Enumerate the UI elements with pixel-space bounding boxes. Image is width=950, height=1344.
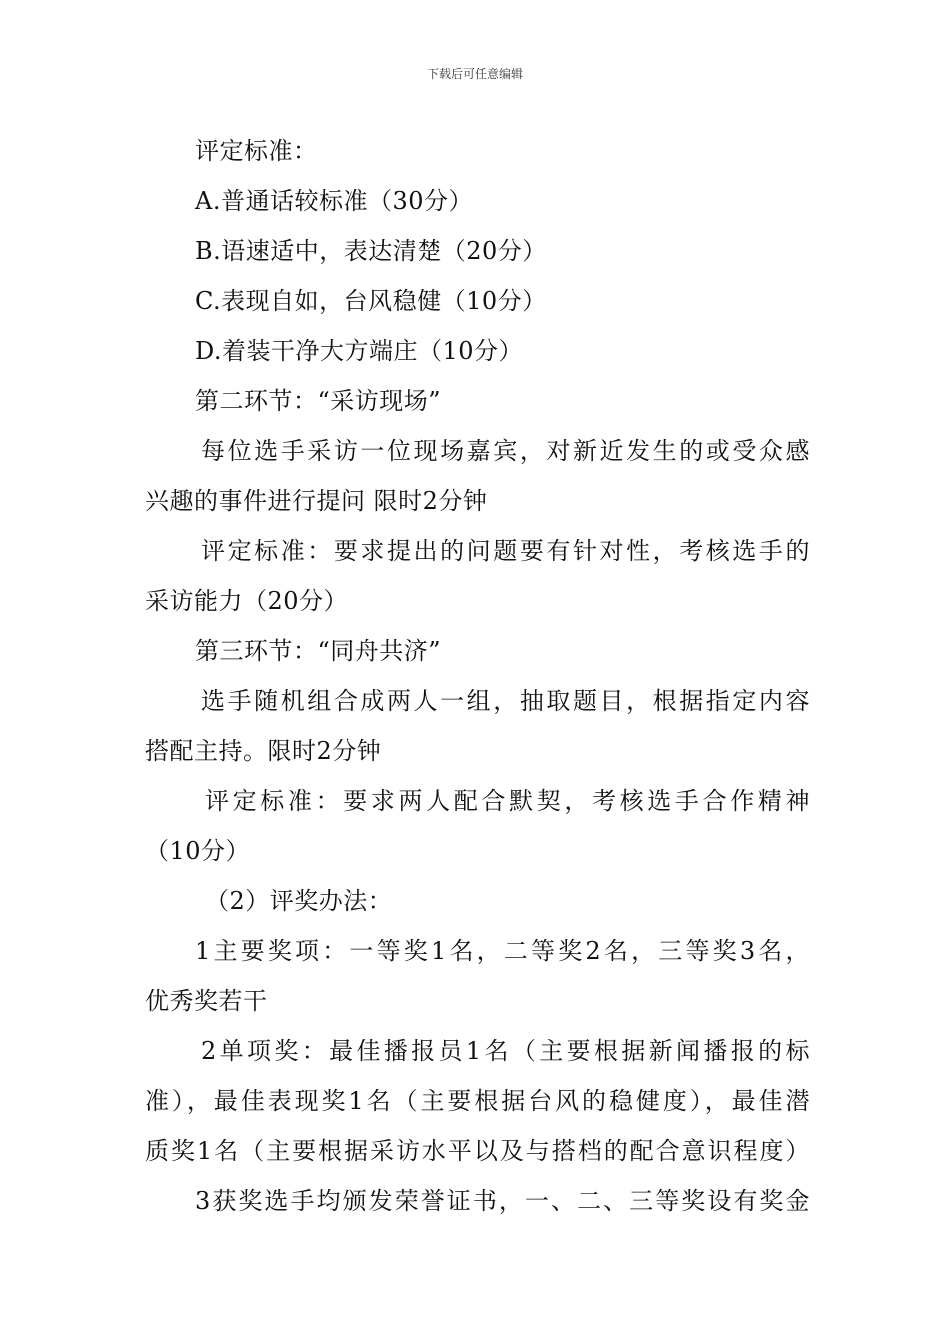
paragraph-line: 选手随机组合成两人一组，抽取题目，根据指定内容 [201,687,810,715]
paragraph-line: （10分） [145,837,251,865]
paragraph-line: 评定标准：要求两人配合默契，考核选手合作精神 [205,787,810,815]
paragraph-line: 采访能力（20分） [145,587,349,615]
paragraph-line: 准），最佳表现奖1名（主要根据台风的稳健度），最佳潜 [145,1087,810,1115]
paragraph-line: 搭配主持。限时2分钟 [145,737,382,765]
paragraph-line: 每位选手采访一位现场嘉宾，对新近发生的或受众感 [201,437,810,465]
paragraph-line: 2单项奖：最佳播报员1名（主要根据新闻播报的标 [201,1037,810,1065]
paragraph-line: 评定标准：要求提出的问题要有针对性，考核选手的 [201,537,810,565]
paragraph-line: D.着装干净大方端庄（10分） [195,337,524,365]
paragraph-line: B.语速适中，表达清楚（20分） [195,237,547,265]
paragraph-line: A.普通话较标准（30分） [195,187,473,215]
paragraph-line: 质奖1名（主要根据采访水平以及与搭档的配合意识程度） [145,1137,810,1165]
paragraph-line: C.表现自如，台风稳健（10分） [195,287,547,315]
section-heading: （2）评奖办法： [205,887,393,915]
paragraph-line: 兴趣的事件进行提问 限时2分钟 [145,487,488,515]
document-body [145,126,810,1226]
paragraph-line: 1主要奖项：一等奖1名，二等奖2名，三等奖3名， [195,937,810,965]
page-header: 下载后可任意编辑 [426,67,523,81]
section-heading: 第三环节：“同舟共济” [195,637,442,665]
paragraph-line: 优秀奖若干 [145,987,268,1015]
section-heading: 第二环节：“采访现场” [195,387,442,415]
paragraph-line: 3获奖选手均颁发荣誉证书，一、二、三等奖设有奖金 [195,1187,810,1215]
paragraph-line: 评定标准： [195,137,318,165]
